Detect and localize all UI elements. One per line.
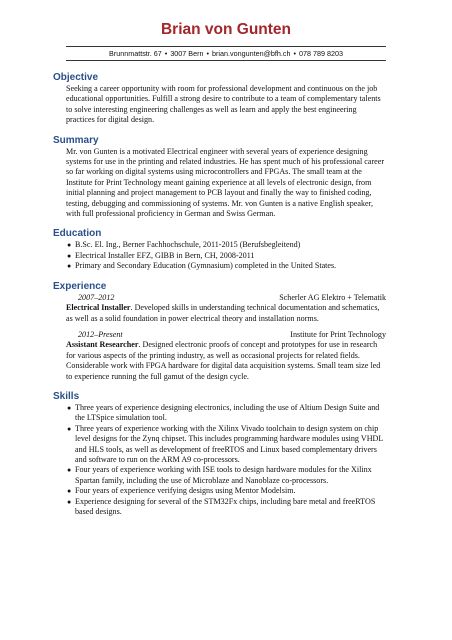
experience-section: [53, 280, 386, 382]
skills-list: [66, 403, 386, 517]
education-section: [53, 227, 386, 271]
contact-separator: •: [293, 49, 296, 58]
skills-section: [53, 390, 386, 517]
job-employer: Scherler AG Elektro + Telematik: [279, 292, 386, 302]
bullet-icon: ●: [67, 241, 72, 250]
skill-item-text: Four years of experience verifying designs using Mentor Modelsim.: [75, 486, 296, 496]
education-list: [66, 240, 386, 271]
skill-item-text: Four years of experience working with ISE tools to design hardware modules for the Xilinx Spartan family, including the use of Microblaze and Nanoblaze co-processors.: [75, 465, 372, 485]
list-item: [67, 496, 386, 518]
skill-item-text: Experience designing for several of the STM32Fx chips, including bare metal and freeRTOS based designs.: [75, 496, 376, 516]
list-item: [67, 261, 386, 271]
job-dates: 2012–Present: [78, 329, 123, 339]
address-street: Brunnmattstr. 67: [109, 49, 162, 58]
address-city: 3007 Bern: [170, 49, 204, 58]
bullet-icon: ●: [67, 466, 72, 475]
skill-item-text: Three years of experience designing electronics, including the use of Altium Design Suite and the LTSpice simulation tool.: [75, 402, 380, 423]
summary-text: Mr. von Gunten is a motivated Electrical engineer with several years of experience designing systems for use in the printing and related industries. He has spent much of his professional career so far working on digital systems using microcontrollers and FPGAs. The small team at the Institute for Print Technology meant gaining experience at all levels of electronic design, from initial planning and project management to PCB layout and finally the way to finished coding, testing, debugging and commissioning of systems. Mr. von Gunten is a native English speaker, with full professional proficiency in German and Swiss German.: [66, 146, 385, 219]
contact-separator: •: [206, 49, 210, 58]
list-item: [67, 402, 386, 424]
objective-heading: Objective: [53, 72, 99, 83]
skill-item-text: Three years of experience working with the Xilinx Vivado toolchain to design system on chip level designs for the Zynq chipset. This includes programming hardware modules using VHDL and HLS tools, as well as development of freeRTOS and Linux based complementary drivers and software to run on the ARM A9 co-processors.: [75, 423, 384, 464]
bullet-icon: ●: [67, 497, 72, 506]
job-dates: 2007–2012: [78, 292, 115, 302]
email-address[interactable]: brian.vongunten@bfh.ch: [212, 49, 291, 58]
education-heading: Education: [53, 228, 102, 240]
bullet-icon: ●: [67, 424, 72, 433]
education-item-text: Primary and Secondary Education (Gymnasium) completed in the United States.: [75, 261, 337, 271]
summary-heading: Summary: [53, 134, 99, 146]
bullet-icon: ●: [67, 262, 72, 271]
job-description-text: . Developed skills in understanding technical documentation and schematics, as well as a solid foundation in power electrical theory and installation norms.: [66, 303, 380, 323]
education-item-text: B.Sc. El. Ing., Berner Fachhochschule, 2011-2015 (Berufsbegleitend): [75, 240, 301, 250]
skills-heading: Skills: [53, 390, 80, 402]
job-description: [66, 303, 386, 324]
experience-heading: Experience: [53, 280, 107, 292]
job-description-text: . Designed electronic proofs of concept and prototypes for use in research for various aspects of the printing industry, as well as occasional projects for related fields. Considerable work with FPGA hardware for digital data acquisition systems. Small team size led to experience running the full gamut of the design cycle.: [66, 340, 381, 381]
contact-line: [66, 46, 386, 61]
job-header: [66, 330, 386, 340]
bullet-icon: ●: [67, 251, 72, 260]
job-role: Assistant Researcher: [66, 340, 139, 350]
objective-text: Seeking a career opportunity with room for professional development and continuous on the job educational opportunities. Fulfill a strong desire to contribute to a team of complementary talents to solve interesting engineering challenges as well as learn and apply the best engineering practices for digital design.: [66, 84, 381, 125]
job-description: [66, 340, 386, 382]
job-entry: [66, 330, 386, 382]
resume-name: Brian von Gunten: [160, 21, 292, 38]
objective-section: [53, 71, 386, 126]
job-header: [66, 293, 386, 303]
list-item: [67, 250, 386, 261]
list-item: [67, 486, 386, 496]
list-item: [67, 240, 386, 250]
phone-number: 078 789 8203: [298, 49, 343, 58]
summary-section: [53, 134, 386, 220]
bullet-icon: ●: [67, 487, 72, 496]
education-item-text: Electrical Installer EFZ, GIBB in Bern, CH, 2008-2011: [75, 250, 255, 260]
bullet-icon: ●: [67, 403, 72, 412]
job-role: Electrical Installer: [66, 303, 131, 313]
job-entry: [66, 293, 386, 324]
job-employer: Institute for Print Technology: [290, 329, 386, 339]
contact-separator: •: [164, 49, 168, 58]
list-item: [67, 465, 386, 486]
list-item: [67, 423, 386, 466]
